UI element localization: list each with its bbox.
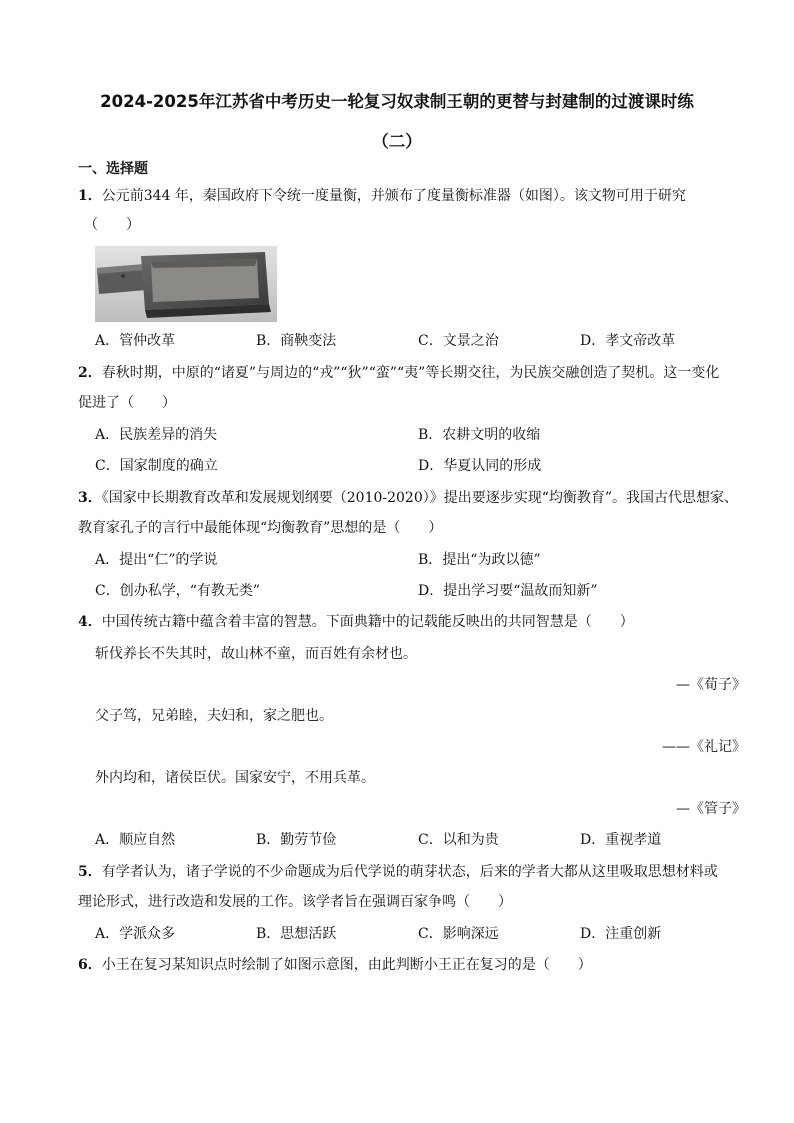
question-3-number: 3． <box>78 490 102 506</box>
q1-option-b[interactable]: B．商鞅变法 <box>256 333 337 349</box>
q4-quote-2: 父子笃，兄弟睦，夫妇和，家之肥也。 <box>95 708 333 724</box>
q2-option-a[interactable]: A．民族差异的消失 <box>95 427 218 443</box>
q4-option-b[interactable]: B．勤劳节俭 <box>256 832 337 848</box>
q3-option-a[interactable]: A．提出“仁”的学说 <box>95 552 218 568</box>
question-4-line-1: 4．中国传统古籍中蕴含着丰富的智慧。下面典籍中的记载能反映出的共同智慧是（ ） <box>78 614 634 630</box>
question-5-line-2: 理论形式，进行改造和发展的工作。该学者旨在强调百家争鸣（ ） <box>78 894 512 910</box>
q4-quote-3-source: —《管子》 <box>676 801 746 817</box>
q5-option-d[interactable]: D．注重创新 <box>580 926 662 942</box>
q5-option-c[interactable]: C．影响深远 <box>418 926 499 942</box>
q3-option-d[interactable]: D．提出学习要“温故而知新” <box>418 583 598 599</box>
q4-quote-2-source: ——《礼记》 <box>662 739 746 755</box>
q2-option-c[interactable]: C．国家制度的确立 <box>95 458 218 474</box>
q4-option-c[interactable]: C．以和为贵 <box>418 832 499 848</box>
q2-option-d[interactable]: D．华夏认同的形成 <box>418 458 542 474</box>
question-6-line-1: 6．小王在复习某知识点时绘制了如图示意图，由此判断小王正在复习的是（ ） <box>78 957 592 973</box>
q3-option-b[interactable]: B．提出“为政以德” <box>418 552 541 568</box>
question-1-number: 1． <box>78 188 102 204</box>
q4-quote-3: 外内均和，诸侯臣伏。国家安宁，不用兵革。 <box>95 770 375 786</box>
question-6-number: 6． <box>78 957 102 973</box>
q1-option-d[interactable]: D．孝文帝改革 <box>580 333 676 349</box>
q5-option-b[interactable]: B．思想活跃 <box>256 926 337 942</box>
question-3-line-1: 3．《国家中长期教育改革和发展规划纲要（2010-2020）》提出要逐步实现“均衡教育”。我国古代思想家、 <box>78 490 739 506</box>
q4-quote-1-source: —《荀子》 <box>676 677 746 693</box>
question-2-number: 2． <box>78 365 102 381</box>
doc-title-line2: （二） <box>372 132 422 151</box>
q5-option-a[interactable]: A．学派众多 <box>95 926 176 942</box>
q2-option-b[interactable]: B．农耕文明的收缩 <box>418 427 541 443</box>
question-4-number: 4． <box>78 614 102 630</box>
q4-option-a[interactable]: A．顺应自然 <box>95 832 176 848</box>
q3-option-c[interactable]: C．创办私学，“有教无类” <box>95 583 261 599</box>
doc-title-line1: 2024-2025年江苏省中考历史一轮复习奴隶制王朝的更替与封建制的过渡课时练 <box>100 92 694 111</box>
question-1-line-1: 1．公元前344 年，秦国政府下令统一度量衡，并颁布了度量衡标准器（如图）。该文物可用于研究 <box>78 188 686 204</box>
q1-option-a[interactable]: A．管仲改革 <box>95 333 176 349</box>
question-2-line-2: 促进了（ ） <box>78 395 176 411</box>
question-3-line-2: 教育家孔子的言行中最能体现“均衡教育”思想的是（ ） <box>78 520 443 536</box>
measure-vessel-image <box>95 246 277 322</box>
question-5-line-1: 5．有学者认为，诸子学说的不少命题成为后代学说的萌芽状态，后来的学者大都从这里吸取思想材料或 <box>78 864 718 880</box>
question-1-line-2: （ ） <box>84 217 140 233</box>
question-5-number: 5． <box>78 864 102 880</box>
question-2-line-1: 2．春秋时期，中原的“诸夏”与周边的“戎”“狄”“蛮”“夷”等长期交往，为民族交融创造了契机。这一变化 <box>78 365 720 381</box>
q4-quote-1: 斩伐养长不失其时，故山林不童，而百姓有余材也。 <box>95 646 417 662</box>
section-heading: 一、选择题 <box>78 161 148 177</box>
q1-option-c[interactable]: C．文景之治 <box>418 333 499 349</box>
q4-option-d[interactable]: D．重视孝道 <box>580 832 662 848</box>
